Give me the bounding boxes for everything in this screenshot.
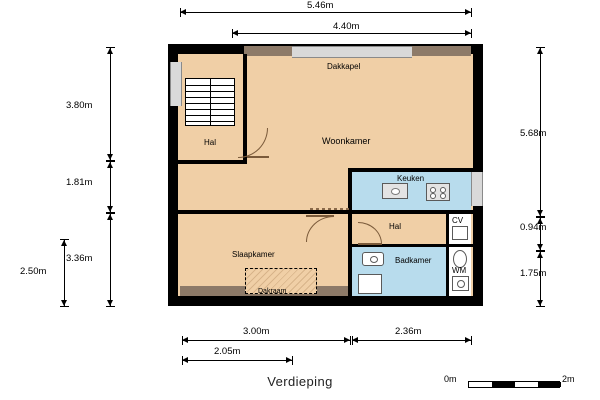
door-leaf-slaapkamer bbox=[306, 215, 334, 217]
room-label-slaapkamer: Slaapkamer bbox=[232, 250, 275, 259]
window-right-kitchen bbox=[471, 172, 483, 206]
opening-keuken bbox=[310, 208, 350, 210]
bathroom-sink bbox=[362, 252, 384, 266]
room-label-hal-mid: Hal bbox=[389, 222, 402, 231]
dimension-bottom-right-label: 2.36m bbox=[395, 326, 422, 337]
interior-wall-hal-bottom bbox=[178, 160, 247, 164]
room-label-keuken: Keuken bbox=[397, 174, 425, 183]
room-label-dakkapel: Dakkapel bbox=[327, 62, 361, 71]
door-leaf-badkamer bbox=[358, 243, 382, 245]
dormer-wall-right bbox=[412, 46, 471, 56]
kitchen-stove bbox=[426, 183, 450, 201]
scale-max-label: 2m bbox=[562, 374, 575, 384]
staircase bbox=[185, 78, 235, 126]
scale-bar bbox=[444, 372, 576, 394]
dimension-left-mid-label: 1.81m bbox=[66, 177, 93, 188]
dormer-window bbox=[292, 46, 412, 58]
dimension-bottom-left-label: 3.00m bbox=[243, 326, 270, 337]
room-label-woonkamer: Woonkamer bbox=[322, 136, 371, 146]
washing-machine bbox=[452, 276, 469, 291]
kitchen-sink bbox=[382, 183, 408, 199]
room-label-cv: CV bbox=[452, 216, 464, 225]
page-title: Verdieping bbox=[267, 374, 333, 389]
dimension-top-outer-label: 5.46m bbox=[307, 0, 334, 11]
scale-bar-graphic bbox=[468, 381, 560, 388]
dimension-left-lower-label: 3.36m bbox=[66, 253, 93, 264]
door-leaf-hal-woonkamer bbox=[247, 156, 269, 158]
bathroom-shower bbox=[358, 274, 382, 294]
dormer-wall-left bbox=[244, 46, 292, 56]
room-label-badkamer: Badkamer bbox=[395, 256, 432, 265]
dimension-right-mid-label: 0.94m bbox=[520, 222, 547, 233]
room-label-wm: WM bbox=[452, 266, 467, 275]
dimension-top-inner-label: 4.40m bbox=[333, 21, 360, 32]
dimension-bottom-far-left-label: 2.05m bbox=[214, 346, 241, 357]
dimension-left-far-label: 2.50m bbox=[20, 266, 47, 277]
scale-min-label: 0m bbox=[444, 374, 457, 384]
dimension-right-lower-label: 1.75m bbox=[520, 268, 547, 279]
dimension-right-outer-label: 5.68m bbox=[520, 128, 547, 139]
room-label-dakraam: Dakraam bbox=[258, 288, 287, 295]
dimension-left-upper-label: 3.80m bbox=[66, 100, 93, 111]
room-label-hal-top: Hal bbox=[204, 138, 217, 147]
cv-boiler bbox=[452, 226, 468, 240]
window-left-upper bbox=[170, 62, 182, 106]
